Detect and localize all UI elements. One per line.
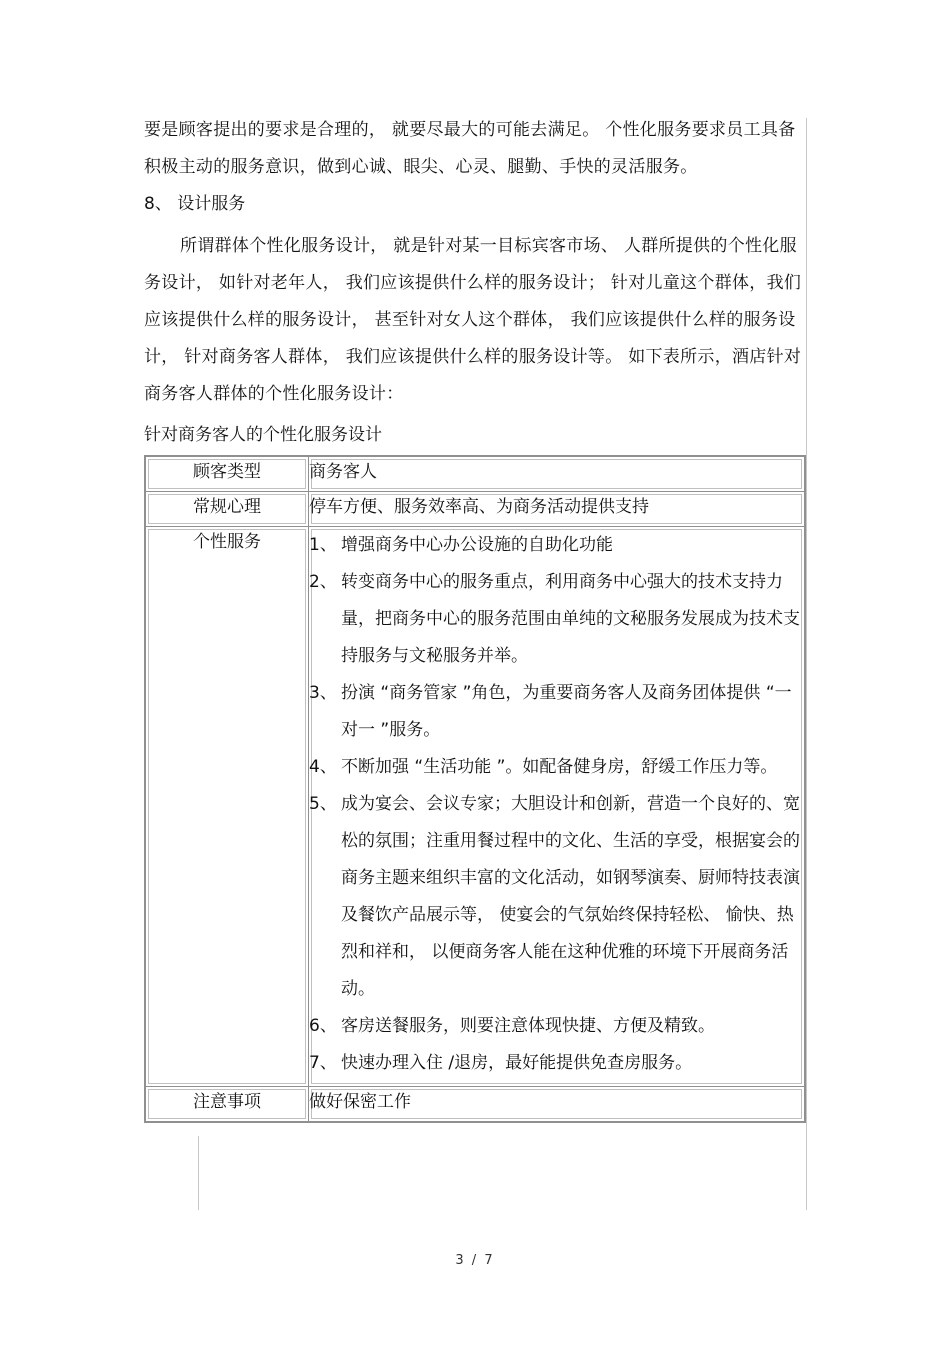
frame-line-left-lower (198, 1136, 199, 1210)
item-number: 5、 (309, 794, 337, 814)
body-paragraph: 所谓群体个性化服务设计， 就是针对某一目标宾客市场、 人群所提供的个性化服务设计， 如针对老年人， 我们应该提供什么样的服务设计； 针对儿童这个群体，我们应该提供什么样的服务设计， 甚至针对女人这个群体， 我们应该提供什么样的服务设计， 针对商务客人群体， 我们应该提供什么样的服务设计等。 如下表所示，酒店针对商务客人群体的个性化服务设计： (144, 236, 802, 404)
item-number: 4、 (309, 757, 337, 777)
table-row (145, 1087, 805, 1123)
row-label-notes: 注意事项 (145, 1087, 309, 1123)
table-row (145, 492, 805, 527)
item-number: 1、 (309, 535, 337, 555)
section-heading: 8、 设计服务 (144, 194, 246, 214)
list-item (309, 675, 804, 749)
frame-line-right (806, 118, 807, 1210)
item-text: 快速办理入住 /退房，最好能提供免查房服务。 (341, 1053, 693, 1073)
row-value-psychology: 停车方便、服务效率高、为商务活动提供支持 (309, 492, 806, 527)
item-number: 2、 (309, 572, 337, 592)
list-item (309, 564, 804, 675)
row-value-personal-service (309, 527, 806, 1087)
item-number: 7、 (309, 1053, 337, 1073)
item-number: 3、 (309, 683, 337, 703)
item-text: 成为宴会、会议专家；大胆设计和创新，营造一个良好的、宽松的氛围；注重用餐过程中的文化、生活的享受，根据宴会的商务主题来组织丰富的文化活动，如钢琴演奏、厨师特技表演及餐饮产品展示等， 使宴会的气氛始终保持轻松、 愉快、热烈和祥和， 以便商务客人能在这种优雅的环境下开展商务活动。 (341, 794, 800, 999)
row-label-psychology: 常规心理 (145, 492, 309, 527)
item-text: 客房送餐服务，则要注意体现快捷、方便及精致。 (341, 1016, 715, 1036)
table-row (145, 527, 805, 1087)
list-item (309, 1045, 804, 1082)
row-value-notes: 做好保密工作 (309, 1087, 806, 1123)
row-label-personal-service: 个性服务 (145, 527, 309, 1087)
list-item (309, 786, 804, 1008)
list-item (309, 749, 804, 786)
intro-paragraph: 要是顾客提出的要求是合理的， 就要尽最大的可能去满足。 个性化服务要求员工具备积极主动的服务意识，做到心诚、眼尖、心灵、腿勤、手快的灵活服务。 (144, 120, 796, 177)
row-value-customer-type: 商务客人 (309, 456, 806, 492)
table-row (145, 456, 805, 492)
table-title: 针对商务客人的个性化服务设计 (144, 425, 382, 445)
list-item (309, 527, 804, 564)
item-text: 增强商务中心办公设施的自助化功能 (341, 535, 613, 555)
list-item (309, 1008, 804, 1045)
item-text: 扮演 “商务管家 ”角色，为重要商务客人及商务团体提供 “一对一 ”服务。 (341, 683, 792, 740)
service-design-table (144, 455, 806, 1123)
row-label-customer-type: 顾客类型 (145, 456, 309, 492)
item-text: 不断加强 “生活功能 ”。如配备健身房，舒缓工作压力等。 (341, 757, 778, 777)
item-text: 转变商务中心的服务重点，利用商务中心强大的技术支持力量，把商务中心的服务范围由单纯的文秘服务发展成为技术支持服务与文秘服务并举。 (341, 572, 800, 666)
item-number: 6、 (309, 1016, 337, 1036)
page-number: 3 / 7 (455, 1253, 495, 1268)
